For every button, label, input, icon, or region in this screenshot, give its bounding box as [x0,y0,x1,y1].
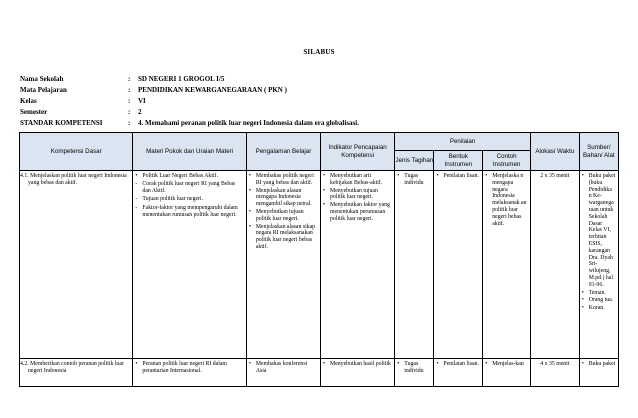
cell-contoh [483,359,531,387]
list-item: • Menyebutkan hasil politik [323,361,392,368]
info-label: Semester [20,108,48,116]
syllabus-table [19,132,619,387]
page-title: SILABUS [303,48,335,56]
list-item: • Menyebutkan arti kebijakan Bebas-aktif. [323,173,392,187]
info-value: 2 [138,108,142,116]
header-contoh: Contoh Instrumen [483,151,531,171]
list-item: • Menyebutkan faktor yang menentukan perumusan politik luar negeri. [323,202,392,222]
cell-kd: 4.1. Menjelaskan politik luar negeri Indonesia yang bebas dan aktif. [20,171,133,359]
header-indikator: Indikator Pencapaian Kompetensi [321,133,395,171]
cell-jenis [395,359,434,387]
list-item: • Menjelas-kan [485,361,528,368]
list-item: • Menjelaska n mengapa negara Indonesia melaksanak an politik luar negeri bebas aktif. [485,173,528,227]
header-pengalaman: Pengalaman Belajar [246,133,320,171]
list-item: - Tujuan politik luar negeri. [135,196,243,203]
header-kompetensi-dasar: Kompetensi Dasar [20,133,133,171]
list-item: • Tugas individu [397,361,431,375]
cell-jenis [395,171,434,359]
cell-materi [133,359,246,387]
info-value: VI [138,97,146,105]
table-row [20,171,619,359]
cell-bentuk [434,359,483,387]
table-row [20,359,619,387]
info-label: Kelas [20,97,37,105]
info-colon: : [128,97,131,105]
header-sumber: Sumber/ Bahan/ Alat [579,133,618,171]
info-colon: : [128,86,131,94]
cell-alokasi: 2 x 35 menit [530,171,579,359]
cell-materi [133,171,246,359]
cell-bentuk [434,171,483,359]
info-value: SD NEGERI 1 GROGOL I/5 [138,75,225,83]
cell-kd: 4.2. Memberikan contoh peranan politik luar negeri Indonesia [20,359,133,387]
cell-pengalaman [246,359,320,387]
info-colon: : [128,75,131,83]
header-jenis: Jenis Tagihan [395,151,434,171]
info-colon: : [128,108,131,116]
list-item: • Koran. [582,305,616,312]
list-item: • Menyebutkan tujuan politik luar negeri. [323,188,392,202]
list-item: • Teman. [582,290,616,297]
list-item: • Menjelaskan alasan mengapa Indonesia mengambil sikap netral. [249,188,318,208]
info-colon: : [128,119,131,127]
info-label: STANDAR KOMPETENSI [20,119,103,127]
list-item: • Buku paket [582,361,616,368]
list-item: • Penilaian lisan. [436,361,480,368]
cell-sumber [579,171,618,359]
list-item: • Penilaian lisan. [436,173,480,180]
list-item: • Menyebutkan tujuan politik luar negeri. [249,209,318,223]
list-item: • Membahas politik negeri RI yang bebas dan aktif. [249,173,318,187]
list-item: • Tugas individu [397,173,431,187]
cell-contoh [483,171,531,359]
cell-pengalaman [246,171,320,359]
cell-sumber [579,359,618,387]
cell-indikator [321,171,395,359]
list-item: • Buku paket (buku Pendidika n Ke-warganega raan untuk Sekolah Dasar Kelas VI, terbitan ESIS, karangan Dra. Dyah Sri-wilujeng, M.pd.) hal 91-96. [582,173,616,289]
info-value: 4. Memahami peranan politik luar negeri Indonesia dalam era globalisasi. [138,119,359,127]
info-label: Mata Pelajaran [20,86,67,94]
list-item: • Orang tua. [582,297,616,304]
cell-alokasi: 4 x 35 menit [530,359,579,387]
info-value: PENDIDIKAN KEWARGANEGARAAN ( PKN ) [138,86,287,94]
header-bentuk: Bentuk Instrumen [434,151,483,171]
list-item: • Peranan politik luar negeri RI dalam perantarian Internasional. [135,361,243,375]
list-item: • Membahas konferensi Asia [249,361,318,375]
header-materi: Materi Pokok dan Uraian Materi [133,133,246,171]
list-item: • Menjelaskan alasan sikap negara RI melaksanakan politik luar negeri bebas aktif. [249,224,318,251]
list-item: • Politik Luar Negeri Bebas Aktif. [135,173,243,180]
info-label: Nama Sekolah [20,75,64,83]
cell-indikator [321,359,395,387]
header-alokasi: Alokasi Waktu [530,133,579,171]
list-item: - Corak politik luar negeri RI yang Bebas dan Aktif. [135,181,243,195]
header-penilaian: Penilaian [395,133,531,151]
list-item: - Faktor-faktor yang mempengaruhi dalam menentukan rumusan politik luar negeri. [135,205,243,219]
